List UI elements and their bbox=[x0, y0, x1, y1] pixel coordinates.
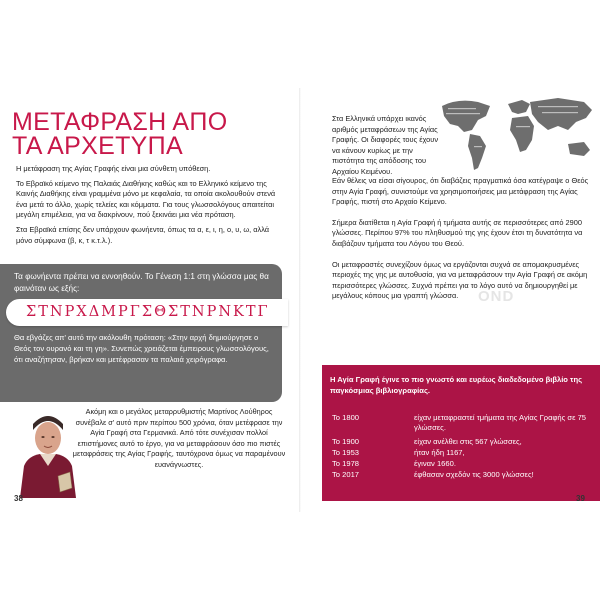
timeline-text: ήταν ήδη 1167, bbox=[414, 448, 465, 457]
example-explanation: Θα εβγάζες απ' αυτό την ακόλουθη πρόταση: «Στην αρχή δημιούργησε ο Θεός τον ουρανό και τη γη». Συνεπώς χρειάζεται έμπειρους γλωσσολόγους, ότι αναζήτησαν, βρήκαν και μετέφρασαν τα παλαιά χειρόγραφα. bbox=[14, 333, 269, 364]
right-body bbox=[332, 176, 590, 302]
timeline-year: Το 2017 bbox=[332, 470, 360, 479]
title-line-2: ΤΑ ΑΡΧΕΤΥΠΑ bbox=[12, 132, 183, 160]
right-intro: Στα Ελληνικά υπάρχει ικανός αριθμός μεταφράσεων της Αγίας Γραφής. Οι διαφορές τους έχουν να κάνουν κυρίως με την πιστότητα της απόδοσης του Αρχαίου Κειμένου. bbox=[332, 114, 439, 176]
timeline-text: είχαν ανέλθει στις 567 γλώσσες, bbox=[414, 437, 522, 446]
watermark: OND bbox=[478, 288, 515, 305]
timeline-text: είχαν μεταφραστεί τμήματα της Αγίας Γραφής σε 75 γλώσσες. bbox=[414, 413, 587, 433]
left-page bbox=[0, 88, 300, 512]
world-map-image bbox=[438, 96, 596, 178]
paragraph: Το Εβραϊκό κείμενο της Παλαιάς Διαθήκης καθώς και το Ελληνικό κείμενο της Καινής Διαθήκης είναι γραμμένα μόνο με κεφαλαία, τα οποία ακολουθούν στενά ένα μετά το άλλο, χωρίς τελείες και κόμματα. Για τους γλωσσολόγους απαιτείται μεγάλη επιμέλεια, για να διακρίνουν, πού ξεκινάει μια νέα πρόταση. bbox=[16, 178, 276, 220]
paragraph: Οι μεταφραστές συνεχίζουν όμως να εργάζονται συχνά σε απομακρυσμένες περιοχές της γης με αυτοθυσία, για να μεταφράσουν την Αγία Γραφή σε ακόμη περισσότερες γλώσσες. Συχνά πρέπει για το λόγο αυτό να δημιουργηθεί με μεγάλους κόπους μια γραπτή γλώσσα. bbox=[332, 259, 588, 301]
page-number-right: 39 bbox=[576, 494, 585, 503]
facts-box bbox=[322, 365, 600, 501]
right-page bbox=[300, 88, 600, 512]
paragraph: Σήμερα διατίθεται η Αγία Γραφή ή τμήματα αυτής σε περισσότερες από 2900 γλώσσες. Περίπου 97% του πληθυσμού της γης έχουν έτσι τη δυνατότητα να διαβάζουν τμήματα του Λόγου του Θεού. bbox=[332, 217, 583, 248]
timeline-year: Το 1800 bbox=[332, 413, 360, 422]
timeline-year: Το 1953 bbox=[332, 448, 360, 457]
timeline-text: έγιναν 1660. bbox=[414, 459, 456, 468]
luther-portrait-image bbox=[18, 406, 78, 498]
luther-text: Ακόμη και ο μεγάλος μεταρρυθμιστής Μαρτίνος Λούθηρος συνέβαλε σ' αυτό πριν περίπου 500 χρόνια, όταν μετέφρασε την Αγία Γραφή στα Γερμανικά. Από τότε συνέχισαν πολλοί επιστήμονες αυτό το έργο, για να μεταφράσουν όσο πιο πιστές μεταφράσεις της Αγίας Γραφής, ταυτόχρονα όμως να παραμένουν ευανάγνωστες. bbox=[72, 407, 286, 469]
paragraph: Εάν θέλεις να είσαι σίγουρος, ότι διαβάζεις πραγματικά όσα κατέγραψε ο Θεός στην Αγία Γραφή, συνιστούμε να χρησιμοποιήσεις μια μετάφραση της Αγίας Γραφής, πιστή στο Αρχαίο Κείμενο. bbox=[332, 176, 589, 207]
facts-heading: Η Αγία Γραφή έγινε το πιο γνωστό και ευρέως διαδεδομένο βιβλίο της παγκόσμιας βιβλιογραφίας. bbox=[330, 375, 583, 395]
page-title bbox=[12, 110, 262, 158]
title-line-1: ΜΕΤΑΦΡΑΣΗ ΑΠΟ bbox=[12, 108, 228, 136]
consonant-strip bbox=[6, 299, 288, 326]
page-number-left: 38 bbox=[14, 494, 23, 503]
paragraph: Η μετάφραση της Αγίας Γραφής είναι μια σύνθετη υπόθεση. bbox=[16, 164, 211, 173]
consonant-text: ΣΤΝΡΧΔΜΡΓΣΘΣΤΝΡΝΚΤΓ bbox=[26, 304, 270, 320]
timeline-year: Το 1978 bbox=[332, 459, 360, 468]
book-spread bbox=[0, 88, 600, 512]
timeline-year: Το 1900 bbox=[332, 437, 360, 446]
timeline-text: έφθασαν σχεδόν τις 3000 γλώσσες! bbox=[414, 470, 534, 479]
intro-text bbox=[16, 164, 286, 250]
example-intro: Τα φωνήεντα πρέπει να εννοηθούν. Το Γένεση 1:1 στη γλώσσα μας θα φαινόταν ως εξής: bbox=[14, 272, 269, 293]
paragraph: Στα Εβραϊκά επίσης δεν υπάρχουν φωνήεντα, όπως τα α, ε, ι, η, ο, υ, ω, αλλά μόνο σύμφωνα (β, κ, τ κ.τ.λ.). bbox=[16, 224, 270, 245]
